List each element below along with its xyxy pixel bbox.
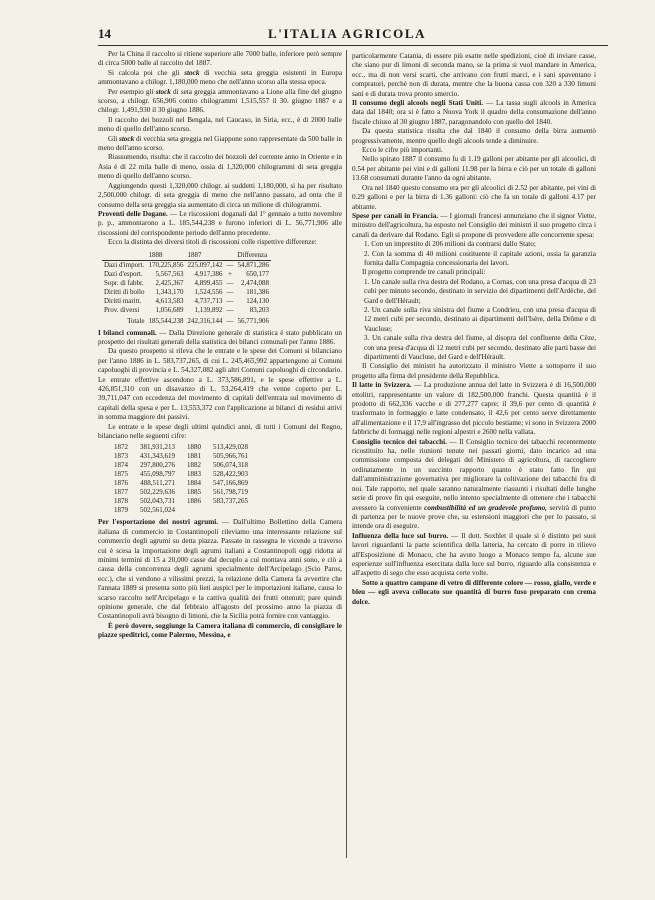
paragraph: Nello spirato 1887 il consumo fu di 1.19 galloni per abitante per gli alcoolici, di 0.54 per abitante pei vini e di galloni 11.98 per la birra e ciò per un totale di galloni 13.68 consumati durante l'anno da ogni abitante.: [352, 155, 596, 183]
section-heading: Proventi delle Dogane.: [98, 209, 168, 218]
bilanci-table: [108, 443, 254, 515]
table-row: Diritti maritt. 4,613,583 4,737,713 — 124,130: [104, 296, 269, 305]
table-row: 1877 502,229,636 1885 561,798,719: [114, 488, 248, 497]
paragraph: Gli stock di vecchia seta greggia nel Giappone sono rappresentate da 500 balle in meno dell'anno scorso.: [98, 134, 343, 153]
journal-title: L'ITALIA AGRICOLA: [268, 26, 427, 41]
table-total-row: Totale 185,544,238 242,316,144 — 56,771,906: [127, 316, 269, 325]
table-row: Prov. diversi 1,056,689 1,139,892 — 83,203: [104, 305, 269, 314]
page-number: 14: [98, 26, 111, 41]
table-row: 1874 297,800,276 1882 506,074,318: [114, 461, 248, 470]
list-item: 3. Un canale sulla riva destra del fiume, al disopra del confluente della Cèze, con una presa d'acqua di 12 metri cubi per secondo, destinato alle parti basse dei dipartimenti di Vaucluse, del Gard e dell'Hérault.: [364, 334, 596, 361]
paragraph: Per esempio gli stock di seta greggia ammontavano a Lione alla fine del giugno scorso, a chilogr. 656,906 contro chilogrammi 1,515,557 il 30. giugno 1887 e a chilogr. 1,491,930 il 30 giugno 1886.: [98, 87, 342, 115]
section-bilanci: I bilanci comunali. — Dalla Direzione generale di statistica è stato pubblicato un prospetto dei risultati generali della statistica dei bilanci comunali per l'anno 1886.: [98, 328, 342, 346]
paragraph: Ecco le cifre più importanti.: [362, 146, 443, 155]
section-heading: Il latte in Svizzera.: [352, 381, 412, 390]
paragraph: Da questo prospetto si rileva che le entrate e le spese dei Comuni si bilanciano per l'anno 1886 in L. 583,737,265, di cui L. 245,465,992 appartengono ai Comuni capoluoghi di provincia e L. 54,327,082 agli altri Comuni capoluoghi di circondario. Le entrate effettive ascendono a L. 373,586,891, e le spese effettive a L. 426,851,310 con un disavanzo di L. 53,264,419 che venne coperto per L. 39,711,047 con eccedenza del movimento di capitali dell'entrata sul movimento di capitali della spesa e per L. 13,553,372 con l'applicazione ai bilanci di residui attivi in somma maggiore dei passivi.: [98, 347, 342, 422]
section-burro: Influenza della luce sul burro. — Il dott. Soxhlet il quale si è distinto pei suoi lavori riguardanti la parte scientifica della latteria, ha cercato di porre in rilievo all'Esposizione di Monaco, che ha avuto luogo a Monaco tempo fa, alcune sue esperienze sull'influenza esercitata dalla luce sul burro, riguardo alla consistenza e all'aspetto di sego che esso acquista certe volte.: [352, 531, 597, 578]
col-header: Differenza: [235, 251, 271, 261]
section-dogane: Proventi delle Dogane. — Le riscossioni doganali dal 1° gennaio a tutto novembre p. p., ammontarono a L. 185,544,238 e furono inferiori di L. 56,771,906 alle riscossioni del corrispondente periodo dell'anno precedente.: [98, 209, 343, 237]
dogane-table: [102, 251, 271, 326]
section-agrumi: Per l'esportazione dei nostri agrumi. — Dall'ultimo Bollettino della Camera italiana di commercio in Costantinopoli rileviamo una interessante relazione sul commercio degli agrumi su detta piazza. Passate in rassegna le vicende a traverso cui è scesa la importazione degli agrumi italiani a Costantinopoli oggi ridotta ai minimi termini di 15 a 20,000 casse dal decuplo a cui montava anni sono, e ciò a causa della concorrenza degli agrumi specialmente dell'Arcipelago (Scio Paros, ecc.), che si vendono a vilissimi prezzi, la relazione della Camera fa avvertire che l'annata 1889 si presenta sotto più lieti auspici per le importazioni italiane, causa lo scarso raccolto nell'Arcipelago e la cattiva qualità dei frutti ottenuti; pare quindi opinione generale, che dal febbraio all'agosto del prossimo anno la piazza di Costantinopoli avrà bisogno di limoni, che la Sicilia potrà fornire con vantaggio.: [98, 518, 343, 621]
paragraph: Ora nel 1840 questo consumo era per gli alcoolici di 2.52 per abitante, pei vini di 0.29 galloni e per la birra di 1.36 galloni: ciò che fa un totale di galloni 4.17 per abitante.: [352, 183, 596, 211]
section-latte: Il latte in Svizzera. — La produzione annua del latte in Svizzera è di 16,500,000 ettolitri, rappresentante un valore di 182,500,000 franchi. Questa quantità è il prodotto di 662,336 vacche e di 277,277 capre; il 39,6 per cento di quantità è trasformato in formaggio e latte condensato, il 42,6 per cento serve direttamente all'alimentazione e il 17,9 all'ingrasso del piccolo bestiame; vi sono in Svizzera 2000 fabbriche di formaggi nelle regioni alpestri e 2600 nella vallata.: [352, 381, 597, 437]
header-rule: [98, 45, 608, 46]
section-heading: Il consumo degli alcools negli Stati Uniti.: [352, 99, 484, 108]
left-column: [98, 50, 342, 641]
right-column: [352, 52, 596, 607]
table-row: 1873 431,343,619 1881 505,966,761: [114, 452, 248, 461]
section-canali: Spese per canali in Francia. — I giornali francesi annunziano che il signor Viette, ministro dell'agricoltura, ha esposto nel Consiglio dei ministri il suo progetto circa i canali da derivare dal Rodano. Egli si propone di provvedere alle concorrente spesa:: [352, 211, 596, 239]
table-row: Diritti di bollo 1,343,170 1,524,556 — 181,386: [104, 287, 269, 296]
paragraph: Il raccolto dei bozzoli nel Bengala, nel Caucaso, in Siria, ecc., è di 2000 balle meno di quello dell'anno scorso.: [98, 115, 342, 134]
section-heading: Influenza della luce sul burro.: [352, 531, 449, 540]
section-heading: I bilanci comunali.: [98, 328, 157, 337]
list-item: 1. Un canale sulla riva destra del Rodano, a Cornas, con una presa d'acqua di 23 cubi per minuto secondo, destinato in servizio dei dipartimenti dell'Ardèche, del Gard e dell'Hérault;: [364, 277, 596, 305]
table-row: 1879 502,561,024: [114, 506, 175, 515]
table-row: Sopr. di fabbr. 2,425,367 4,899,455 — 2,474,088: [104, 278, 269, 287]
section-alcool: Il consumo degli alcools negli Stati Uniti. — La tassa sugli alcools in America data dal 1840; ora si è fatto a Nuova York il quadro della consumazione dell'anno fiscale chiuso al 30 giugno 1887, paragonandolo con quello del 1840.: [352, 99, 596, 126]
paragraph: Il progetto comprende tre canali principali:: [362, 268, 486, 277]
paragraph: Sotto a quattro campane di vetro di differente colore — rosso, giallo, verde e bleu — egli aveva collocato sue quantità di burro fuso preparato con crema dolce.: [352, 578, 596, 606]
paragraph: Riassumendo, risulta: che il raccolto dei bozzoli del corrente anno in Oriente e in Asia è di 22 mila balle di meno, ossia di 1,320,000 chilogrammi di seta greggia meno di quello dell'anno scorso.: [98, 153, 342, 181]
list-item: 1. Con un imprestito di 206 milioni da contrarsi dallo Stato;: [364, 240, 536, 249]
paragraph: Da questa statistica risulta che dal 1840 il consumo della birra aumentò progressivamente, mentre quello degli alcools tende a diminuire.: [352, 127, 596, 145]
section-heading: Per l'esportazione dei nostri agrumi.: [98, 518, 219, 527]
col-header: 1888: [146, 251, 185, 261]
paragraph: Il Consiglio dei ministri ha autorizzato il ministro Viette a sottoporre il suo progetto alla firma del presidente della Repubblica.: [352, 362, 596, 380]
paragraph: Per la China il raccolto si ritiene superiore alle 7000 balle, inferiore però sempre di circa 5000 balle al raccolto del 1887.: [98, 50, 342, 68]
page-header: [98, 26, 608, 44]
paragraph: particolarmente Catania, di essere più esatte nelle spedizioni, cioè di inviare casse, che siano pur di limoni di seconda mano, se la prima si vuol mandare in America, ecc., ma di non versi scarti, che arrivano con frutti marci, e i sani spaventano i compratori, perchè non di durata, mentre che la buona cassa con 320 a 330 limoni sani e di durata trova pronto smercio.: [352, 52, 596, 98]
list-item: 2. Un canale sulla riva sinistra del fiume a Condrieu, con una presa d'acqua di 12 metri cubi per secondo, destinato ai dipartimenti dell'Isère, della Drôme e di Vaucluse;: [364, 305, 596, 333]
table-row: 1875 455,098,797 1883 528,422,903: [114, 470, 248, 479]
paragraph: Le entrate e le spese degli ultimi quindici anni, di tutti i Comuni del Regno, bilanciano nelle seguenti cifre:: [98, 422, 342, 440]
section-heading: Consiglio tecnico dei tabacchi.: [352, 437, 447, 446]
table-row: Dazi d'esport. 5,567,563 4,917,386 + 650,177: [104, 269, 269, 278]
col-header: 1887: [185, 251, 224, 261]
table-row: 1876 488,511,271 1884 547,166,869: [114, 479, 248, 488]
table-row: 1878 502,043,731 1886 583,737,265: [114, 497, 248, 506]
column-divider: [346, 50, 347, 858]
paragraph: Ecco la distinta dei diversi titoli di riscossioni colle rispettive differenze:: [108, 238, 317, 247]
paragraph: Si calcola poi che gli stock di vecchia seta greggia esistenti in Europa ammontavano a chilogr. 1,180,000 meno che nell'anno scorso alla stessa epoca.: [98, 68, 343, 87]
section-tabacchi: Consiglio tecnico dei tabacchi. — Il Consiglio tecnico dei tabacchi recentemente ricostituito ha, nelle riunioni tenute nei passati giorni, dato incarico ad una commissione composta dei delegati del Ministero di agricoltura, di raccogliere ordinatamente in un succinto rapporto quanto è stato fatto fin qui dall'amministrazione governativa per migliorare la coltivazione dei tabacchi fra di noi. Tale rapporto, nel quale saranno naturalmente riassunti i risultati delle lunghe serie di prove fin qui eseguite, nello intento specialmente di ottenere che i tabacchi avessero la conveniente combustibilità ed un gradevole profumo, servirà di punto di partenza per le nuove prove che, su estensioni maggiori che per lo passato, si intende ora di eseguire.: [352, 437, 596, 531]
table-row: 1872 381,931,213 1880 513,429,028: [114, 443, 248, 452]
section-heading: Spese per canali in Francia.: [352, 211, 439, 220]
paragraph: È però dovere, soggiunge la Camera italiana di commercio, di consigliare le piazze speditrici, come Palermo, Messina, e: [98, 621, 342, 640]
paragraph: Aggiungendo questi 1,320,000 chilogr. ai suddetti 1,180,000, si ha per risultato 2,500,000 chilogr. di seta greggia di meno che nell'anno passato, ad onta che il consumo della seta greggia sia aumentato di circa un milione di chilogrammi.: [98, 181, 342, 209]
list-item: 2. Con la somma di 40 milioni costituente il capitale azioni, ossia la garanzia fornita dalla Compagnia concessionaria dei lavori.: [364, 249, 596, 267]
table-row: Dazi d'import. 170,225,856 225,097,142 — 54,871,286: [104, 260, 269, 269]
